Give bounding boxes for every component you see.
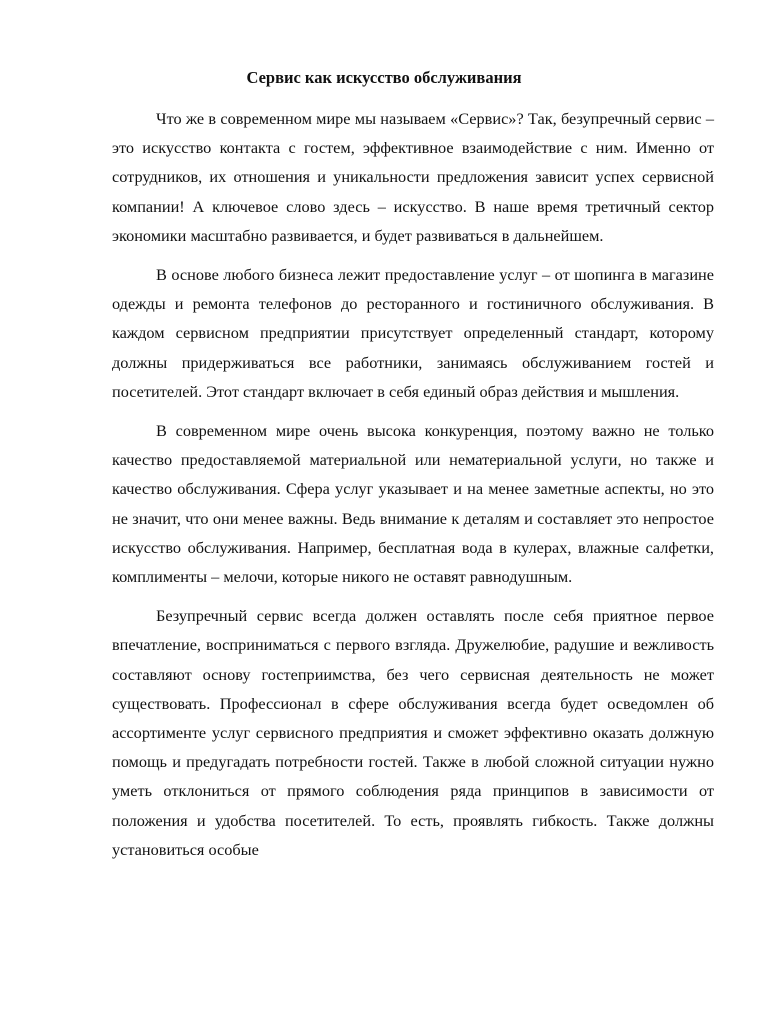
paragraph-2: В основе любого бизнеса лежит предоставление услуг – от шопинга в магазине одежды и ремонта телефонов до ресторанного и гостиничного обслуживания. В каждом сервисном предприятии присутствует определенный стандарт, которому должны придерживаться все работники, занимаясь обслуживанием гостей и посетителей. Этот стандарт включает в себя единый образ действия и мышления.	[112, 265, 714, 401]
paragraph-3: В современном мире очень высока конкуренция, поэтому важно не только качество предоставляемой материальной или нематериальной услуги, но также и качество обслуживания. Сфера услуг указывает и на менее заметные аспекты, но это не значит, что они менее важны. Ведь внимание к деталям и составляет это непростое искусство обслуживания. Например, бесплатная вода в кулерах, влажные салфетки, комплименты – мелочи, которые никого не оставят равнодушным.	[112, 421, 714, 587]
paragraph-4: Безупречный сервис всегда должен оставлять после себя приятное первое впечатление, восприниматься с первого взгляда. Дружелюбие, радушие и вежливость составляют основу гостеприимства, без чего сервисная деятельность не может существовать. Профессионал в сфере обслуживания всегда будет осведомлен об ассортименте услуг сервисного предприятия и сможет эффективно оказать должную помощь и предугадать потребности гостей. Также в любой сложной ситуации нужно уметь отклониться от прямого соблюдения ряда принципов в зависимости от положения и удобства посетителей. То есть, проявлять гибкость. Также должны установиться особые	[112, 606, 714, 859]
paragraph-1: Что же в современном мире мы называем «Сервис»? Так, безупречный сервис – это искусство контакта с гостем, эффективное взаимодействие с ним. Именно от сотрудников, их отношения и уникальности предложения зависит успех сервисной компании! А ключевое слово здесь – искусство. В наше время третичный сектор экономики масштабно развивается, и будет развиваться в дальнейшем.	[112, 109, 714, 245]
document-title: Сервис как искусство обслуживания	[246, 68, 522, 87]
document-body	[112, 104, 714, 874]
